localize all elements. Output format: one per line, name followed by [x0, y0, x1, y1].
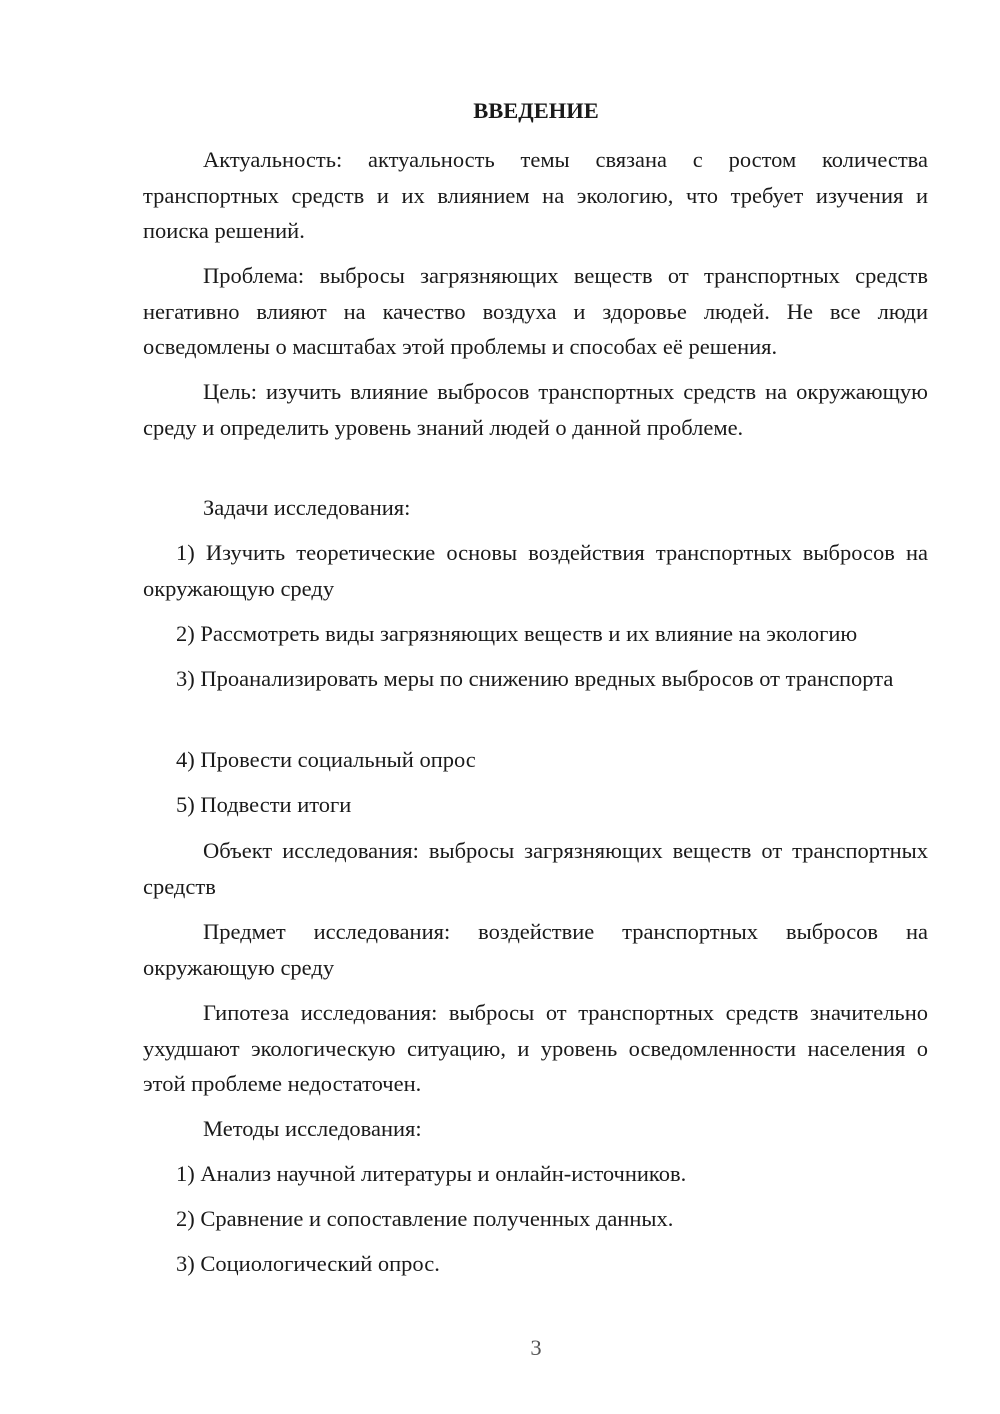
- hypothesis-paragraph: Гипотеза исследования: выбросы от транспортных средств значительно ухудшают экологическую ситуацию, и уровень осведомленности населения о этой проблеме недостаточен.: [143, 1000, 928, 1096]
- object-paragraph: Объект исследования: выбросы загрязняющих веществ от транспортных средств: [143, 838, 928, 899]
- page-title: ВВЕДЕНИЕ: [473, 98, 599, 123]
- goal-paragraph: Цель: изучить влияние выбросов транспортных средств на окружающую среду и определить уровень знаний людей о данной проблеме.: [143, 379, 928, 440]
- subject-paragraph: Предмет исследования: воздействие транспортных выбросов на окружающую среду: [143, 919, 928, 980]
- method-item-2: 2) Сравнение и сопоставление полученных данных.: [176, 1206, 674, 1231]
- task-item-1: 1) Изучить теоретические основы воздействия транспортных выбросов на окружающую среду: [143, 540, 928, 601]
- page-number: 3: [530, 1335, 542, 1360]
- task-item-3: 3) Проанализировать меры по снижению вредных выбросов от транспорта: [176, 666, 894, 691]
- task-item-2: 2) Рассмотреть виды загрязняющих веществ и их влияние на экологию: [176, 621, 858, 646]
- methods-heading: Методы исследования:: [203, 1116, 422, 1141]
- relevance-paragraph: Актуальность: актуальность темы связана с ростом количества транспортных средств и их влиянием на экологию, что требует изучения и поиска решений.: [143, 147, 928, 243]
- task-item-5: 5) Подвести итоги: [176, 792, 352, 817]
- problem-paragraph: Проблема: выбросы загрязняющих веществ от транспортных средств негативно влияют на качество воздуха и здоровье людей. Не все люди осведомлены о масштабах этой проблемы и способах её решения.: [143, 263, 928, 359]
- tasks-heading: Задачи исследования:: [203, 495, 411, 520]
- method-item-3: 3) Социологический опрос.: [176, 1251, 440, 1276]
- method-item-1: 1) Анализ научной литературы и онлайн-источников.: [176, 1161, 687, 1186]
- task-item-4: 4) Провести социальный опрос: [176, 747, 476, 772]
